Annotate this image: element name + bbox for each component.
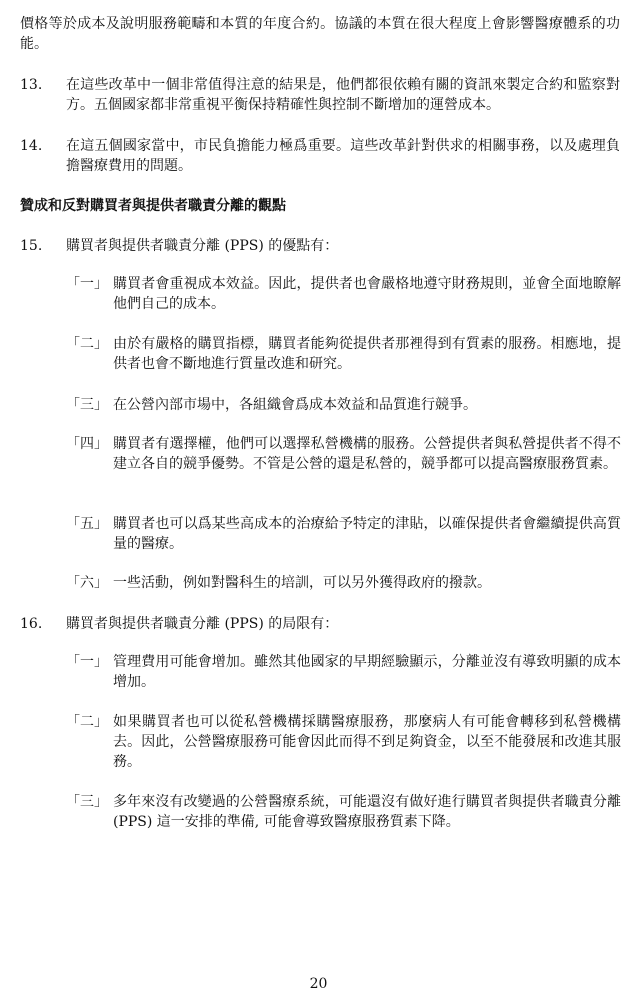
item-text: 一些活動，例如對醫科生的培訓，可以另外獲得政府的撥款。 xyxy=(113,575,491,591)
page-number: 20 xyxy=(309,976,328,992)
section-heading: 贊成和反對購買者與提供者職責分離的觀點 xyxy=(20,198,286,214)
paragraph-text: 在這些改革中一個非常值得注意的結果是，他們都很依賴有關的資訊來製定合約和監察對方。五個國家都非常重視平衡保持精確性與控制不斷增加的運營成本。 xyxy=(66,77,620,113)
advantage-item-1 xyxy=(66,274,621,314)
paragraph-number: 13. xyxy=(20,77,43,93)
item-label: 「三」 xyxy=(66,397,108,413)
limitation-item-1 xyxy=(66,652,621,692)
advantage-item-2 xyxy=(66,334,621,374)
paragraph-lead: 購買者與提供者職責分離 (PPS) 的局限有： xyxy=(66,616,339,632)
advantage-item-5 xyxy=(66,514,621,554)
item-text: 購買者有選擇權，他們可以選擇私營機構的服務。公營提供者與私營提供者不得不建立各自的競爭優勢。不管是公營的還是私營的，競爭都可以提高醫療服務質素。 xyxy=(113,436,621,472)
intro-paragraph-text: 價格等於成本及說明服務範疇和本質的年度合約。協議的本質在很大程度上會影響醫療體系的功能。 xyxy=(20,16,620,52)
item-text: 購買者也可以爲某些高成本的治療給予特定的津貼，以確保提供者會繼續提供高質量的醫療。 xyxy=(113,516,621,552)
item-text: 多年來沒有改變過的公營醫療系統，可能還沒有做好進行購買者與提供者職責分離(PPS) 這一安排的準備, 可能會導致醫療服務質素下降。 xyxy=(113,794,621,830)
item-label: 「二」 xyxy=(66,336,108,352)
item-text: 由於有嚴格的購買指標，購買者能夠從提供者那裡得到有質素的服務。相應地，提供者也會不斷地進行質量改進和研究。 xyxy=(113,336,621,372)
item-text: 管理費用可能會增加。雖然其他國家的早期經驗顯示，分離並沒有導致明顯的成本增加。 xyxy=(113,654,621,690)
paragraph-number: 15. xyxy=(20,238,43,254)
advantage-item-6 xyxy=(66,573,621,593)
item-label: 「六」 xyxy=(66,575,108,591)
paragraph-13 xyxy=(20,75,620,115)
item-label: 「一」 xyxy=(66,654,108,670)
paragraph-lead: 購買者與提供者職責分離 (PPS) 的優點有： xyxy=(66,238,339,254)
paragraph-number: 16. xyxy=(20,616,43,632)
advantage-item-4 xyxy=(66,434,621,474)
limitation-item-3 xyxy=(66,792,621,832)
item-label: 「二」 xyxy=(66,714,108,730)
item-text: 在公營內部市場中，各組織會爲成本效益和品質進行競爭。 xyxy=(113,397,477,413)
paragraph-16 xyxy=(20,614,620,634)
item-label: 「五」 xyxy=(66,516,108,532)
item-text: 如果購買者也可以從私營機構採購醫療服務，那麼病人有可能會轉移到私營機構去。因此，公營醫療服務可能會因此而得不到足夠資金，以至不能發展和改進其服務。 xyxy=(113,714,621,770)
paragraph-text: 在這五個國家當中，市民負擔能力極爲重要。這些改革針對供求的相關事務，以及處理負擔醫療費用的問題。 xyxy=(66,138,620,174)
paragraph-14 xyxy=(20,136,620,176)
item-label: 「一」 xyxy=(66,276,108,292)
paragraph-number: 14. xyxy=(20,138,43,154)
advantage-item-3 xyxy=(66,395,621,415)
item-label: 「三」 xyxy=(66,794,108,810)
limitation-item-2 xyxy=(66,712,621,772)
paragraph-15 xyxy=(20,236,620,256)
item-label: 「四」 xyxy=(66,436,108,452)
intro-paragraph xyxy=(20,14,620,54)
item-text: 購買者會重視成本效益。因此，提供者也會嚴格地遵守財務規則，並會全面地瞭解他們自己的成本。 xyxy=(113,276,621,312)
